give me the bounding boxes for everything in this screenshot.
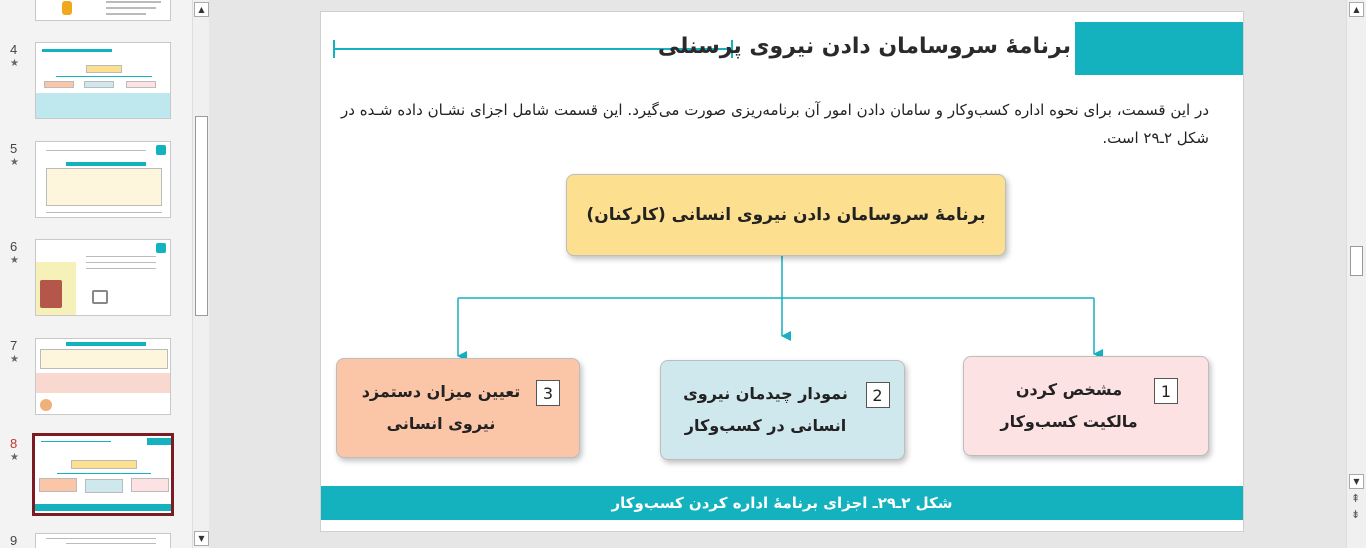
scroll-down-button[interactable]: ▼ bbox=[194, 531, 209, 546]
caption-bar bbox=[321, 486, 1243, 520]
box-label: نمودار چیدمان نیروی انسانی در کسب‌وکار bbox=[683, 384, 848, 435]
diagram-box-3[interactable] bbox=[336, 358, 580, 458]
scroll-up-button[interactable]: ▲ bbox=[1349, 2, 1364, 17]
slide-number: 4 bbox=[10, 42, 18, 57]
next-slide-icon[interactable]: ⇟ bbox=[1351, 508, 1361, 521]
animation-star-icon: ★ bbox=[10, 255, 19, 266]
slide-8[interactable] bbox=[321, 12, 1243, 531]
slide-thumbnail-7[interactable] bbox=[35, 338, 171, 415]
slide-thumbnail-4[interactable] bbox=[35, 42, 171, 119]
slide-thumbnail-pane[interactable] bbox=[0, 0, 192, 548]
animation-star-icon: ★ bbox=[10, 157, 19, 168]
scrollbar-thumb[interactable] bbox=[1350, 246, 1363, 276]
slide-number: 8 bbox=[10, 436, 18, 451]
box-number: 3 bbox=[536, 380, 560, 406]
box-number: 1 bbox=[1154, 378, 1178, 404]
diagram-box-1[interactable] bbox=[963, 356, 1209, 456]
diagram-top-box[interactable] bbox=[566, 174, 1006, 256]
slide-number: 7 bbox=[10, 338, 18, 353]
slide-number: 6 bbox=[10, 239, 18, 254]
slide-thumbnail-8-selected[interactable] bbox=[32, 433, 174, 516]
scroll-up-button[interactable]: ▲ bbox=[194, 2, 209, 17]
figure-caption[interactable]: شکل ۲ـ۲۹ـ اجزای برنامهٔ اداره کردن کسب‌وکار bbox=[611, 494, 953, 512]
diagram-box-2[interactable] bbox=[660, 360, 905, 460]
slide-thumbnail-3[interactable] bbox=[35, 0, 171, 21]
scroll-down-button[interactable]: ▼ bbox=[1349, 474, 1364, 489]
canvas-scrollbar[interactable] bbox=[1346, 0, 1366, 548]
animation-star-icon: ★ bbox=[10, 354, 19, 365]
slide-thumbnail-9[interactable] bbox=[35, 533, 171, 548]
animation-star-icon: ★ bbox=[10, 452, 19, 463]
slide-number: 9 bbox=[10, 533, 18, 548]
top-box-label: برنامهٔ سروسامان دادن نیروی انسانی (کارکنان) bbox=[586, 205, 986, 225]
slide-thumbnail-6[interactable] bbox=[35, 239, 171, 316]
slide-number: 5 bbox=[10, 141, 18, 156]
thumbnail-scrollbar[interactable] bbox=[192, 0, 209, 548]
box-label: تعیین میزان دستمزد نیروی انسانی bbox=[361, 382, 521, 433]
intro-paragraph[interactable]: در این قسمت، برای نحوه اداره کسب‌وکار و سامان دادن امور آن برنامه‌ریزی صورت می‌گیرد. این قسمت شامل اجزای نشـان داده شـده در شکل ۲ـ۲۹ است. bbox=[341, 101, 1209, 147]
animation-star-icon: ★ bbox=[10, 58, 19, 69]
scrollbar-thumb[interactable] bbox=[195, 116, 208, 316]
slide-editing-canvas[interactable] bbox=[213, 0, 1346, 548]
previous-slide-icon[interactable]: ⇞ bbox=[1351, 492, 1361, 505]
box-number: 2 bbox=[866, 382, 890, 408]
slide-title[interactable]: برنامهٔ سروسامان دادن نیروی پرسنلی bbox=[657, 34, 1071, 59]
slide-thumbnail-5[interactable] bbox=[35, 141, 171, 218]
box-label: مشخص کردن مالکیت کسب‌وکار bbox=[1000, 380, 1138, 431]
